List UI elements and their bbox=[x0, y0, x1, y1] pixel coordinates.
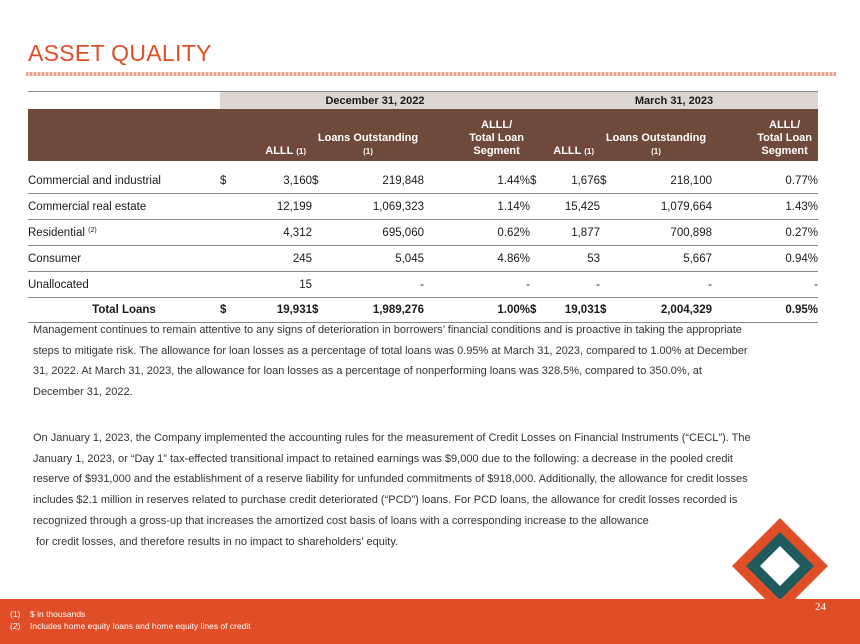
spacer-row bbox=[28, 161, 818, 168]
title-divider bbox=[26, 72, 836, 76]
header-ratio-dec: ALLL/ Total Loan Segment bbox=[424, 109, 530, 161]
footnote-1: (1) $ in thousands bbox=[10, 609, 86, 619]
header-loans-dec: Loans Outstanding (1) bbox=[312, 109, 424, 161]
table-row: Residential $^{(2)}$ 4,312 695,060 0.62% 1,877 700,898 0.27% bbox=[28, 220, 818, 246]
footnote-2: (2) Includes home equity loans and home equity lines of credit bbox=[10, 620, 251, 631]
page-title: ASSET QUALITY bbox=[28, 40, 212, 66]
row-label: Unallocated bbox=[28, 272, 220, 298]
row-label: Commercial real estate bbox=[28, 194, 220, 220]
header-ratio-mar: ALLL/ Total Loan Segment bbox=[712, 109, 818, 161]
row-label: Residential $^{(2)}$ bbox=[28, 220, 220, 246]
row-label: Consumer bbox=[28, 246, 220, 272]
row-label: Commercial and industrial bbox=[28, 168, 220, 194]
period-mar-2023: March 31, 2023 bbox=[530, 92, 818, 110]
header-alll-dec: ALLL (1) bbox=[220, 109, 312, 161]
page-number: 24 bbox=[815, 601, 826, 613]
period-dec-2022: December 31, 2022 bbox=[220, 92, 530, 110]
header-loans-mar: Loans Outstanding (1) bbox=[600, 109, 712, 161]
total-row: Total Loans $ 19,931 $ 1,989,276 1.00% $ 19,031 $ 2,004,329 0.95% bbox=[28, 298, 818, 323]
table-row: Unallocated 15 - - - - - bbox=[28, 272, 818, 298]
total-label: Total Loans bbox=[28, 298, 220, 323]
table-row: Consumer 245 5,045 4.86% 53 5,667 0.94% bbox=[28, 246, 818, 272]
period-header-row bbox=[28, 92, 818, 110]
column-header-row bbox=[28, 109, 818, 161]
asset-quality-table bbox=[28, 91, 818, 323]
paragraph-allowance: Management continues to remain attentive to any signs of deterioration in borrowers’ financial conditions and is proactive in taking the appropriate steps to mitigate risk. The allowance for loan losses as a percentage of total loans was 0.95% at March 31, 2023, compared to 1.00% at December 31, 2022. At March 31, 2023, the allowance for loan losses as a percentage of nonperforming loans was 328.5%, compared to 350.0%, at December 31, 2022. bbox=[33, 324, 748, 399]
table-row: Commercial and industrial $ 3,160 $ 219,848 1.44% $ 1,676 $ 218,100 0.77% bbox=[28, 168, 818, 194]
header-alll-mar: ALLL (1) bbox=[530, 109, 600, 161]
paragraph-cecl: On January 1, 2023, the Company implemented the accounting rules for the measurement of Credit Losses on Financial Instruments (“CECL”). The January 1, 2023, or “Day 1” tax-effected transitional impact to retained earnings was $9,000 due to the following: a decrease in the pooled credit reserve of $931,000 and the establishment of a reserve liability for unfunded commitments of $918,000. Additionally, the allowance for credit losses includes $2.1 million in reserves related to purchase credit deteriorated (“PCD”) loans. For PCD loans, the allowance for credit losses recorded is recognized through a gross-up that increases the amortized cost basis of loans with a corresponding increase to the allowance for credit losses, and therefore results in no impact to shareholders' equity. bbox=[33, 432, 751, 548]
table-row: Commercial real estate 12,199 1,069,323 1.14% 15,425 1,079,664 1.43% bbox=[28, 194, 818, 220]
footnotes bbox=[10, 609, 251, 632]
